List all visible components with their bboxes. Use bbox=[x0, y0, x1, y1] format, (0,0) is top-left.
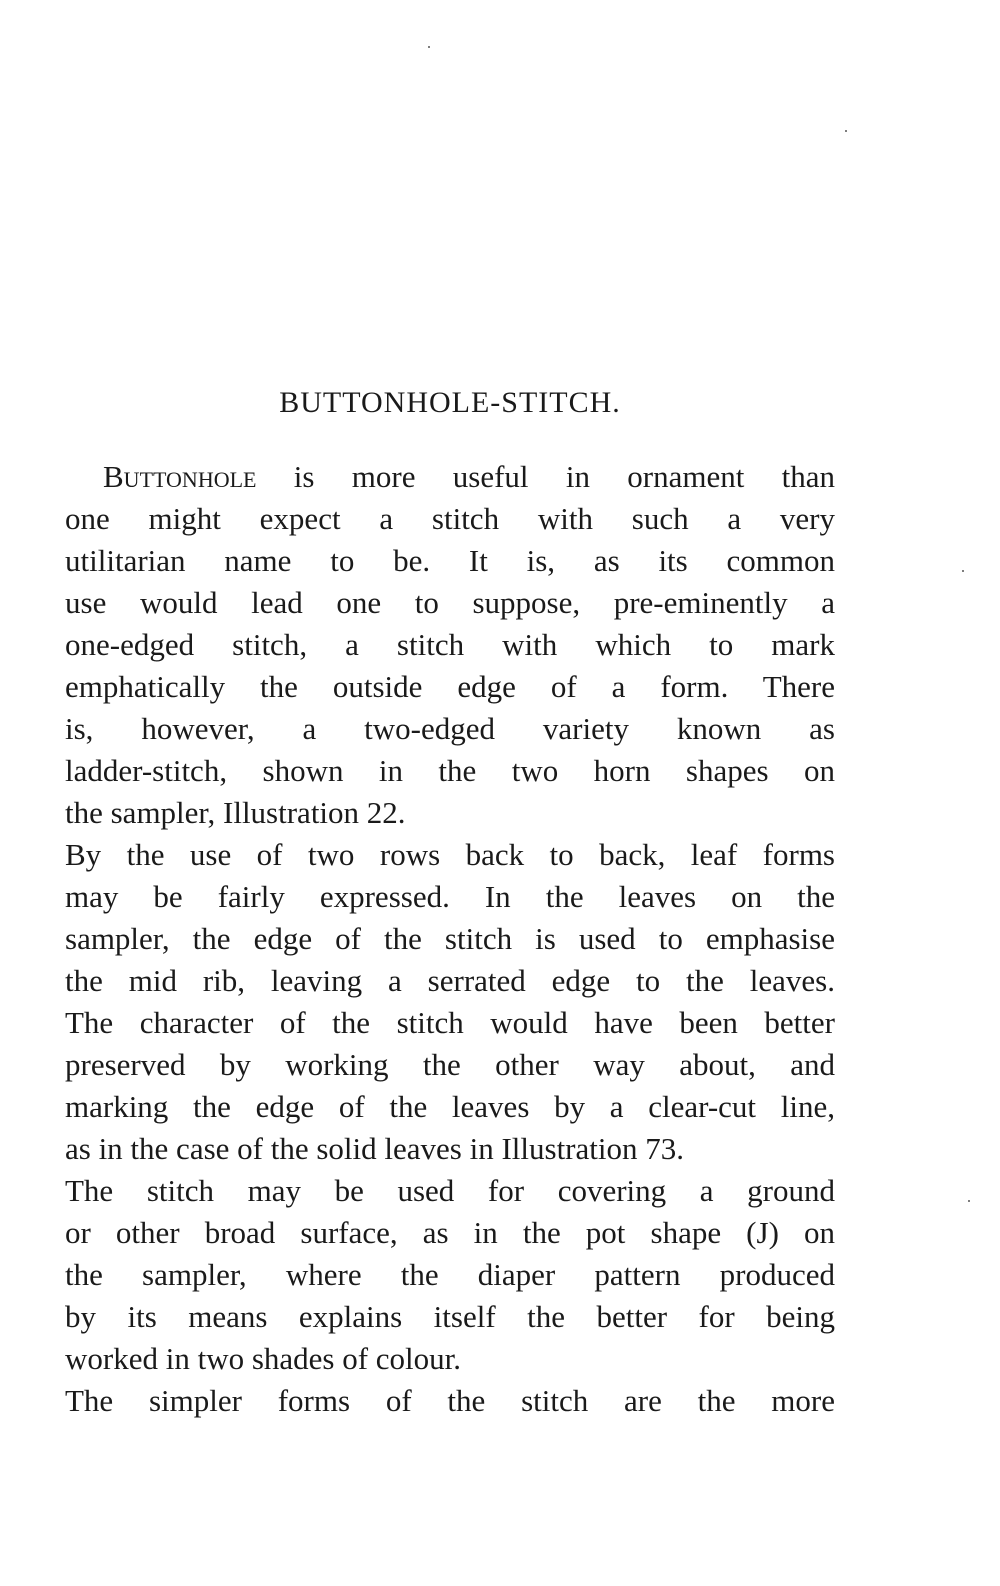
text-line: or other broad surface, as in the pot shape (J) on bbox=[65, 1215, 835, 1250]
scan-speck bbox=[962, 570, 964, 572]
paragraph bbox=[65, 1380, 835, 1422]
scan-speck bbox=[968, 1200, 970, 1202]
paragraph bbox=[65, 456, 835, 834]
text-line: worked in two shades of colour. bbox=[65, 1341, 462, 1376]
paragraph bbox=[65, 1170, 835, 1380]
scan-speck bbox=[845, 130, 847, 132]
text-line: the sampler, Illustration 22. bbox=[65, 795, 406, 830]
text-line: one-edged stitch, a stitch with which to mark bbox=[65, 627, 835, 662]
text-line: preserved by working the other way about, and bbox=[65, 1047, 835, 1082]
chapter-title: BUTTONHOLE-STITCH. bbox=[279, 386, 621, 419]
line-text: is more useful in ornament than bbox=[256, 459, 835, 494]
text-line: use would lead one to suppose, pre-eminently a bbox=[65, 585, 835, 620]
text-line: utilitarian name to be. It is, as its common bbox=[65, 543, 835, 578]
text-line: by its means explains itself the better for being bbox=[65, 1299, 835, 1334]
paragraph bbox=[65, 834, 835, 1170]
body-text bbox=[65, 456, 835, 1422]
text-line: The stitch may be used for covering a ground bbox=[65, 1173, 835, 1208]
text-line: one might expect a stitch with such a very bbox=[65, 501, 835, 536]
text-line: sampler, the edge of the stitch is used to emphasise bbox=[65, 921, 835, 956]
text-line: may be fairly expressed. In the leaves on the bbox=[65, 879, 835, 914]
text-line: the mid rib, leaving a serrated edge to the leaves. bbox=[65, 963, 835, 998]
text-line: By the use of two rows back to back, leaf forms bbox=[65, 837, 835, 872]
text-line: is, however, a two-edged variety known as bbox=[65, 711, 835, 746]
lead-word: Buttonhole bbox=[103, 459, 257, 494]
text-line: as in the case of the solid leaves in Illustration 73. bbox=[65, 1131, 684, 1166]
text-line: emphatically the outside edge of a form. There bbox=[65, 669, 835, 704]
text-line: The simpler forms of the stitch are the more bbox=[65, 1383, 835, 1418]
text-line bbox=[65, 456, 835, 498]
text-line: the sampler, where the diaper pattern produced bbox=[65, 1257, 835, 1292]
scan-speck bbox=[428, 46, 430, 48]
text-line: marking the edge of the leaves by a clear-cut line, bbox=[65, 1089, 835, 1124]
text-line: ladder-stitch, shown in the two horn shapes on bbox=[65, 753, 835, 788]
text-line: The character of the stitch would have been better bbox=[65, 1005, 835, 1040]
